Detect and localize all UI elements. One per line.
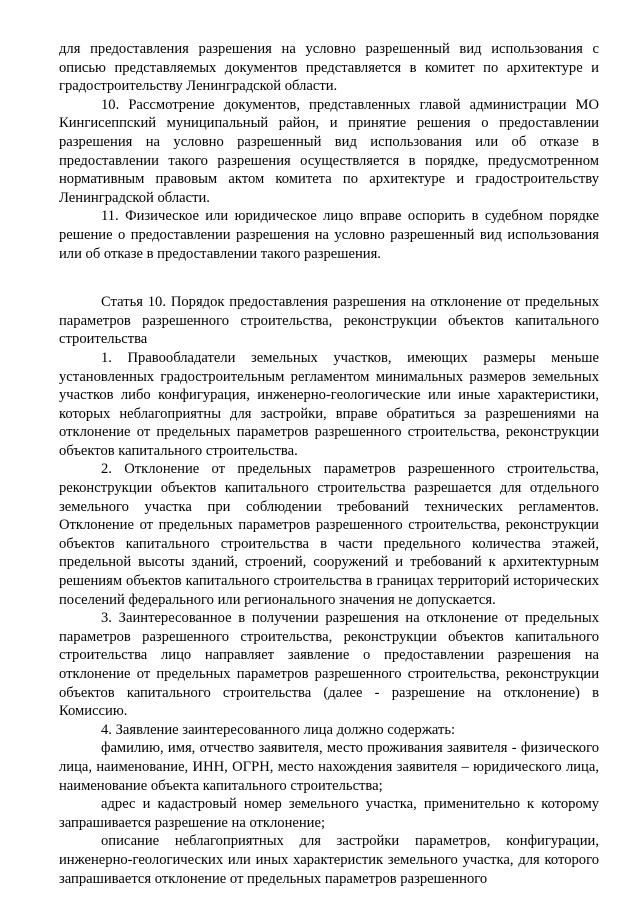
article-10-heading: Статья 10. Порядок предоставления разрешения на отклонение от предельных параметров разрешенного строительства, реконструкции объектов капитального строительства xyxy=(59,294,599,348)
paragraph-item-3: 3. Заинтересованное в получении разрешения на отклонение от предельных параметров разрешенного строительства, реконструкции объектов капитального строительства лицо направляет заявление о предоставлении разрешения на отклонение от предельных параметров разрешенного строительства, реконструкции объектов капитального строительства (далее - разрешение на отклонение) в Комиссию. xyxy=(59,610,599,720)
list-item-land-address: адрес и кадастровый номер земельного участка, применительно к которому запрашивается разрешение на отклонение; xyxy=(59,796,599,831)
paragraph-continuation: для предоставления разрешения на условно разрешенный вид использования с описью представляемых документов представляется в комитет по архитектуре и градостроительству Ленинградской области. xyxy=(59,41,599,95)
paragraph-item-2: 2. Отклонение от предельных параметров разрешенного строительства, реконструкции объектов капитального строительства разрешается для отдельного земельного участка при соблюдении требований технических регламентов. Отклонение от предельных параметров разрешенного строительства, реконструкции объектов капитального строительства в части предельного количества этажей, предельной высоты зданий, строений, сооружений и требований к архитектурным решениям объектов капитального строительства в границах территорий исторических поселений федерального или регионального значения не допускается. xyxy=(59,461,599,608)
paragraph-item-1: 1. Правообладатели земельных участков, имеющих размеры меньше установленных градостроительным регламентом минимальных размеров земельных участков либо конфигурация, инженерно-геологические или иные характеристики, которых неблагоприятны для застройки, вправе обратиться за разрешениями на отклонение от предельных параметров разрешенного строительства, реконструкции объектов капитального строительства. xyxy=(59,349,599,459)
paragraph-item-4: 4. Заявление заинтересованного лица должно содержать: xyxy=(101,721,456,738)
paragraph-item-10: 10. Рассмотрение документов, представленных главой администрации МО Кингисеппский муниципальный район, и принятие решения о предоставлении разрешения на условно разрешенный вид использования или об отказе в предоставлении такого разрешения осуществляется в порядке, предусмотренном нормативным правовым актом комитета по архитектуре и градостроительству Ленинградской области. xyxy=(59,96,599,206)
list-item-applicant-name: фамилию, имя, отчество заявителя, место проживания заявителя - физического лица, наименование, ИНН, ОГРН, место нахождения заявителя – юридического лица, наименование объекта капитального строительства; xyxy=(59,740,599,794)
list-item-parameters-description: описание неблагоприятных для застройки параметров, конфигурации, инженерно-геологических или иных характеристик земельного участка, для которого запрашивается отклонение от предельных параметров разрешенного xyxy=(59,833,599,887)
document-page xyxy=(59,40,599,888)
paragraph-item-11: 11. Физическое или юридическое лицо вправе оспорить в судебном порядке решение о предоставлении разрешения на условно разрешенный вид использования или об отказе в предоставлении такого разрешения. xyxy=(59,208,599,262)
section-spacer xyxy=(59,263,599,293)
